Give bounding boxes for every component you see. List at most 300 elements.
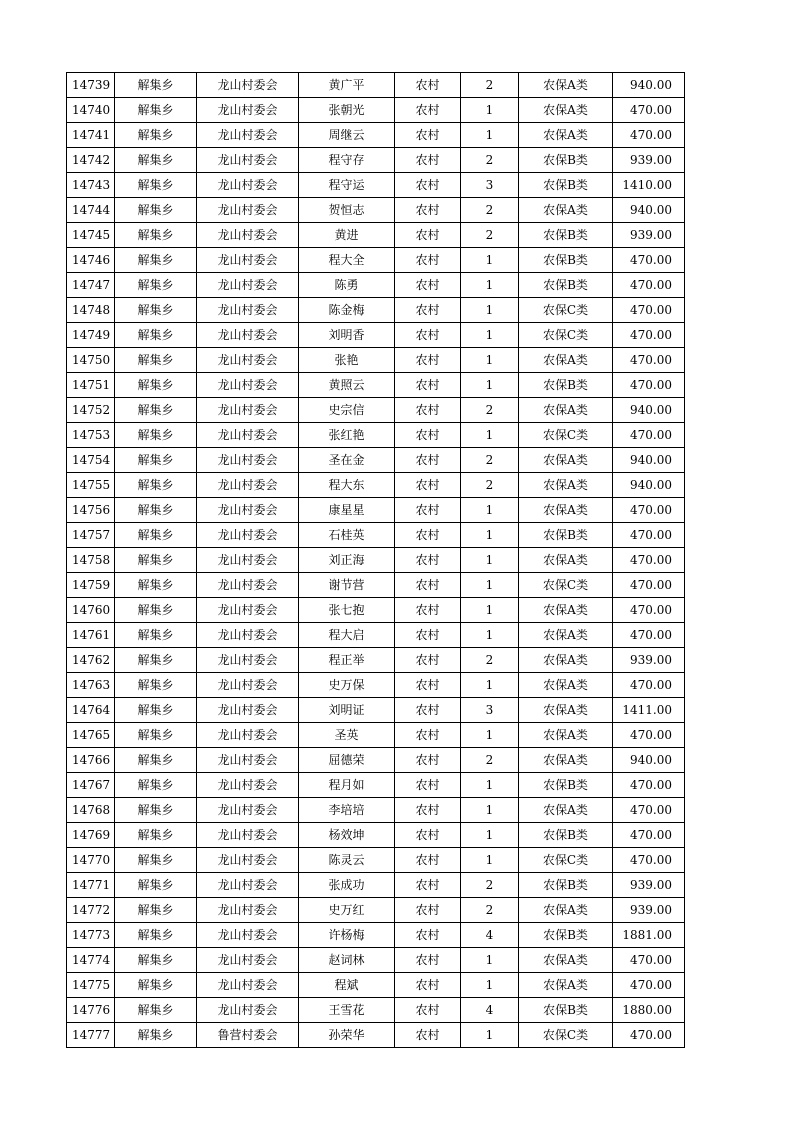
name-cell: 程大东 [299,473,395,498]
insurance-category-cell: 农保A类 [519,498,613,523]
area-type-cell: 农村 [395,248,461,273]
row-id-cell: 14770 [67,848,115,873]
insurance-category-cell: 农保B类 [519,148,613,173]
village-committee-cell: 龙山村委会 [197,673,299,698]
insurance-category-cell: 农保B类 [519,523,613,548]
person-count-cell: 1 [461,98,519,123]
row-id-cell: 14762 [67,648,115,673]
insurance-category-cell: 农保A类 [519,123,613,148]
table-row [67,423,685,448]
table-row [67,398,685,423]
insurance-category-cell: 农保B类 [519,373,613,398]
table-row [67,773,685,798]
area-type-cell: 农村 [395,1023,461,1048]
area-type-cell: 农村 [395,798,461,823]
amount-cell: 470.00 [613,573,685,598]
amount-cell: 1410.00 [613,173,685,198]
table-row [67,223,685,248]
amount-cell: 939.00 [613,898,685,923]
table-row [67,498,685,523]
person-count-cell: 1 [461,1023,519,1048]
table-row [67,323,685,348]
township-cell: 解集乡 [115,148,197,173]
amount-cell: 470.00 [613,123,685,148]
name-cell: 张艳 [299,348,395,373]
amount-cell: 939.00 [613,223,685,248]
village-committee-cell: 龙山村委会 [197,948,299,973]
area-type-cell: 农村 [395,723,461,748]
person-count-cell: 2 [461,448,519,473]
name-cell: 屈德荣 [299,748,395,773]
table-row [67,148,685,173]
table-row [67,798,685,823]
township-cell: 解集乡 [115,448,197,473]
amount-cell: 470.00 [613,548,685,573]
insurance-category-cell: 农保B类 [519,873,613,898]
township-cell: 解集乡 [115,73,197,98]
row-id-cell: 14758 [67,548,115,573]
village-committee-cell: 龙山村委会 [197,173,299,198]
row-id-cell: 14774 [67,948,115,973]
area-type-cell: 农村 [395,423,461,448]
person-count-cell: 2 [461,398,519,423]
row-id-cell: 14749 [67,323,115,348]
name-cell: 程斌 [299,973,395,998]
village-committee-cell: 龙山村委会 [197,473,299,498]
area-type-cell: 农村 [395,498,461,523]
insurance-category-cell: 农保A类 [519,348,613,373]
person-count-cell: 2 [461,748,519,773]
insurance-category-cell: 农保B类 [519,998,613,1023]
row-id-cell: 14763 [67,673,115,698]
area-type-cell: 农村 [395,923,461,948]
name-cell: 贺恒志 [299,198,395,223]
area-type-cell: 农村 [395,773,461,798]
insurance-category-cell: 农保A类 [519,798,613,823]
row-id-cell: 14754 [67,448,115,473]
village-committee-cell: 龙山村委会 [197,148,299,173]
township-cell: 解集乡 [115,373,197,398]
row-id-cell: 14752 [67,398,115,423]
row-id-cell: 14747 [67,273,115,298]
name-cell: 杨效坤 [299,823,395,848]
village-committee-cell: 龙山村委会 [197,73,299,98]
amount-cell: 470.00 [613,848,685,873]
name-cell: 程守存 [299,148,395,173]
township-cell: 解集乡 [115,873,197,898]
insurance-category-cell: 农保B类 [519,923,613,948]
name-cell: 程大全 [299,248,395,273]
area-type-cell: 农村 [395,998,461,1023]
insurance-category-cell: 农保A类 [519,723,613,748]
village-committee-cell: 龙山村委会 [197,323,299,348]
person-count-cell: 1 [461,623,519,648]
row-id-cell: 14760 [67,598,115,623]
area-type-cell: 农村 [395,548,461,573]
amount-cell: 470.00 [613,1023,685,1048]
township-cell: 解集乡 [115,648,197,673]
insurance-category-cell: 农保A类 [519,548,613,573]
table-row [67,573,685,598]
village-committee-cell: 龙山村委会 [197,223,299,248]
village-committee-cell: 龙山村委会 [197,373,299,398]
village-committee-cell: 龙山村委会 [197,998,299,1023]
area-type-cell: 农村 [395,898,461,923]
amount-cell: 470.00 [613,523,685,548]
name-cell: 程正举 [299,648,395,673]
insurance-category-cell: 农保A类 [519,648,613,673]
name-cell: 周继云 [299,123,395,148]
township-cell: 解集乡 [115,123,197,148]
person-count-cell: 1 [461,373,519,398]
township-cell: 解集乡 [115,548,197,573]
amount-cell: 470.00 [613,948,685,973]
person-count-cell: 2 [461,873,519,898]
area-type-cell: 农村 [395,598,461,623]
amount-cell: 940.00 [613,448,685,473]
area-type-cell: 农村 [395,73,461,98]
area-type-cell: 农村 [395,298,461,323]
village-committee-cell: 龙山村委会 [197,298,299,323]
area-type-cell: 农村 [395,398,461,423]
amount-cell: 470.00 [613,798,685,823]
village-committee-cell: 龙山村委会 [197,573,299,598]
township-cell: 解集乡 [115,223,197,248]
row-id-cell: 14746 [67,248,115,273]
township-cell: 解集乡 [115,798,197,823]
village-committee-cell: 龙山村委会 [197,348,299,373]
beneficiary-table [66,72,685,1048]
table-row [67,73,685,98]
amount-cell: 470.00 [613,673,685,698]
row-id-cell: 14745 [67,223,115,248]
amount-cell: 470.00 [613,248,685,273]
name-cell: 史万红 [299,898,395,923]
table-row [67,198,685,223]
insurance-category-cell: 农保A类 [519,948,613,973]
area-type-cell: 农村 [395,148,461,173]
name-cell: 王雪花 [299,998,395,1023]
area-type-cell: 农村 [395,698,461,723]
person-count-cell: 1 [461,123,519,148]
row-id-cell: 14765 [67,723,115,748]
township-cell: 解集乡 [115,823,197,848]
row-id-cell: 14748 [67,298,115,323]
area-type-cell: 农村 [395,473,461,498]
person-count-cell: 1 [461,548,519,573]
amount-cell: 939.00 [613,648,685,673]
name-cell: 李培培 [299,798,395,823]
row-id-cell: 14764 [67,698,115,723]
table-row [67,373,685,398]
name-cell: 程守运 [299,173,395,198]
row-id-cell: 14777 [67,1023,115,1048]
township-cell: 解集乡 [115,1023,197,1048]
insurance-category-cell: 农保A类 [519,748,613,773]
insurance-category-cell: 农保A类 [519,623,613,648]
insurance-category-cell: 农保B类 [519,248,613,273]
name-cell: 黄进 [299,223,395,248]
table-row [67,973,685,998]
amount-cell: 470.00 [613,773,685,798]
row-id-cell: 14750 [67,348,115,373]
name-cell: 史宗信 [299,398,395,423]
village-committee-cell: 鲁营村委会 [197,1023,299,1048]
amount-cell: 470.00 [613,598,685,623]
row-id-cell: 14753 [67,423,115,448]
row-id-cell: 14757 [67,523,115,548]
name-cell: 张红艳 [299,423,395,448]
village-committee-cell: 龙山村委会 [197,523,299,548]
area-type-cell: 农村 [395,323,461,348]
person-count-cell: 3 [461,173,519,198]
township-cell: 解集乡 [115,598,197,623]
township-cell: 解集乡 [115,923,197,948]
name-cell: 黄照云 [299,373,395,398]
person-count-cell: 1 [461,673,519,698]
person-count-cell: 4 [461,998,519,1023]
township-cell: 解集乡 [115,698,197,723]
table-row [67,873,685,898]
amount-cell: 940.00 [613,473,685,498]
insurance-category-cell: 农保C类 [519,423,613,448]
village-committee-cell: 龙山村委会 [197,123,299,148]
insurance-category-cell: 农保A类 [519,398,613,423]
person-count-cell: 2 [461,73,519,98]
person-count-cell: 1 [461,523,519,548]
insurance-category-cell: 农保A类 [519,698,613,723]
row-id-cell: 14767 [67,773,115,798]
name-cell: 程大启 [299,623,395,648]
amount-cell: 470.00 [613,623,685,648]
village-committee-cell: 龙山村委会 [197,848,299,873]
area-type-cell: 农村 [395,873,461,898]
insurance-category-cell: 农保B类 [519,823,613,848]
person-count-cell: 1 [461,798,519,823]
table-row [67,348,685,373]
row-id-cell: 14769 [67,823,115,848]
row-id-cell: 14756 [67,498,115,523]
row-id-cell: 14771 [67,873,115,898]
row-id-cell: 14755 [67,473,115,498]
row-id-cell: 14739 [67,73,115,98]
table-row [67,723,685,748]
township-cell: 解集乡 [115,523,197,548]
table-row [67,448,685,473]
name-cell: 刘明证 [299,698,395,723]
person-count-cell: 2 [461,198,519,223]
person-count-cell: 2 [461,223,519,248]
village-committee-cell: 龙山村委会 [197,548,299,573]
person-count-cell: 1 [461,973,519,998]
village-committee-cell: 龙山村委会 [197,198,299,223]
township-cell: 解集乡 [115,898,197,923]
insurance-category-cell: 农保A类 [519,973,613,998]
insurance-category-cell: 农保A类 [519,898,613,923]
amount-cell: 470.00 [613,323,685,348]
table-row [67,648,685,673]
area-type-cell: 农村 [395,948,461,973]
village-committee-cell: 龙山村委会 [197,248,299,273]
name-cell: 赵词林 [299,948,395,973]
table-row [67,1023,685,1048]
person-count-cell: 2 [461,898,519,923]
village-committee-cell: 龙山村委会 [197,273,299,298]
table-row [67,823,685,848]
township-cell: 解集乡 [115,723,197,748]
row-id-cell: 14775 [67,973,115,998]
table-row [67,998,685,1023]
area-type-cell: 农村 [395,448,461,473]
person-count-cell: 1 [461,823,519,848]
village-committee-cell: 龙山村委会 [197,598,299,623]
person-count-cell: 1 [461,323,519,348]
name-cell: 张七抱 [299,598,395,623]
person-count-cell: 2 [461,148,519,173]
township-cell: 解集乡 [115,423,197,448]
person-count-cell: 1 [461,723,519,748]
table-row [67,173,685,198]
township-cell: 解集乡 [115,848,197,873]
insurance-category-cell: 农保B类 [519,223,613,248]
name-cell: 康星星 [299,498,395,523]
insurance-category-cell: 农保A类 [519,598,613,623]
amount-cell: 470.00 [613,273,685,298]
name-cell: 张成功 [299,873,395,898]
area-type-cell: 农村 [395,523,461,548]
area-type-cell: 农村 [395,648,461,673]
amount-cell: 470.00 [613,373,685,398]
township-cell: 解集乡 [115,948,197,973]
area-type-cell: 农村 [395,348,461,373]
area-type-cell: 农村 [395,198,461,223]
township-cell: 解集乡 [115,298,197,323]
insurance-category-cell: 农保A类 [519,73,613,98]
name-cell: 史万保 [299,673,395,698]
village-committee-cell: 龙山村委会 [197,398,299,423]
person-count-cell: 1 [461,848,519,873]
area-type-cell: 农村 [395,748,461,773]
area-type-cell: 农村 [395,273,461,298]
township-cell: 解集乡 [115,673,197,698]
amount-cell: 470.00 [613,498,685,523]
village-committee-cell: 龙山村委会 [197,923,299,948]
person-count-cell: 1 [461,773,519,798]
area-type-cell: 农村 [395,98,461,123]
amount-cell: 470.00 [613,348,685,373]
name-cell: 刘明香 [299,323,395,348]
row-id-cell: 14741 [67,123,115,148]
area-type-cell: 农村 [395,848,461,873]
table-row [67,848,685,873]
table-row [67,598,685,623]
table-row [67,748,685,773]
village-committee-cell: 龙山村委会 [197,648,299,673]
row-id-cell: 14773 [67,923,115,948]
person-count-cell: 4 [461,923,519,948]
table-row [67,98,685,123]
amount-cell: 470.00 [613,98,685,123]
table-row [67,898,685,923]
person-count-cell: 3 [461,698,519,723]
name-cell: 圣在金 [299,448,395,473]
area-type-cell: 农村 [395,123,461,148]
insurance-category-cell: 农保B类 [519,773,613,798]
row-id-cell: 14768 [67,798,115,823]
person-count-cell: 1 [461,273,519,298]
row-id-cell: 14743 [67,173,115,198]
table-row [67,248,685,273]
township-cell: 解集乡 [115,348,197,373]
amount-cell: 470.00 [613,973,685,998]
area-type-cell: 农村 [395,673,461,698]
village-committee-cell: 龙山村委会 [197,498,299,523]
amount-cell: 470.00 [613,298,685,323]
table-row [67,698,685,723]
insurance-category-cell: 农保B类 [519,173,613,198]
village-committee-cell: 龙山村委会 [197,623,299,648]
village-committee-cell: 龙山村委会 [197,98,299,123]
table-row [67,948,685,973]
table-row [67,273,685,298]
person-count-cell: 2 [461,648,519,673]
area-type-cell: 农村 [395,973,461,998]
table-row [67,673,685,698]
township-cell: 解集乡 [115,998,197,1023]
amount-cell: 940.00 [613,73,685,98]
township-cell: 解集乡 [115,248,197,273]
insurance-category-cell: 农保A类 [519,473,613,498]
document-sheet [66,72,684,1048]
village-committee-cell: 龙山村委会 [197,823,299,848]
name-cell: 张朝光 [299,98,395,123]
village-committee-cell: 龙山村委会 [197,973,299,998]
insurance-category-cell: 农保C类 [519,1023,613,1048]
table-body [67,73,685,1048]
township-cell: 解集乡 [115,623,197,648]
area-type-cell: 农村 [395,223,461,248]
name-cell: 陈金梅 [299,298,395,323]
amount-cell: 470.00 [613,723,685,748]
amount-cell: 1411.00 [613,698,685,723]
person-count-cell: 1 [461,948,519,973]
insurance-category-cell: 农保C类 [519,323,613,348]
insurance-category-cell: 农保A类 [519,673,613,698]
person-count-cell: 2 [461,473,519,498]
township-cell: 解集乡 [115,498,197,523]
person-count-cell: 1 [461,348,519,373]
township-cell: 解集乡 [115,773,197,798]
insurance-category-cell: 农保C类 [519,848,613,873]
amount-cell: 939.00 [613,148,685,173]
person-count-cell: 1 [461,248,519,273]
insurance-category-cell: 农保A类 [519,448,613,473]
name-cell: 刘正海 [299,548,395,573]
township-cell: 解集乡 [115,198,197,223]
name-cell: 孙荣华 [299,1023,395,1048]
township-cell: 解集乡 [115,973,197,998]
area-type-cell: 农村 [395,373,461,398]
amount-cell: 940.00 [613,748,685,773]
village-committee-cell: 龙山村委会 [197,448,299,473]
person-count-cell: 1 [461,423,519,448]
table-row [67,523,685,548]
name-cell: 圣英 [299,723,395,748]
area-type-cell: 农村 [395,573,461,598]
row-id-cell: 14772 [67,898,115,923]
person-count-cell: 1 [461,298,519,323]
amount-cell: 470.00 [613,423,685,448]
